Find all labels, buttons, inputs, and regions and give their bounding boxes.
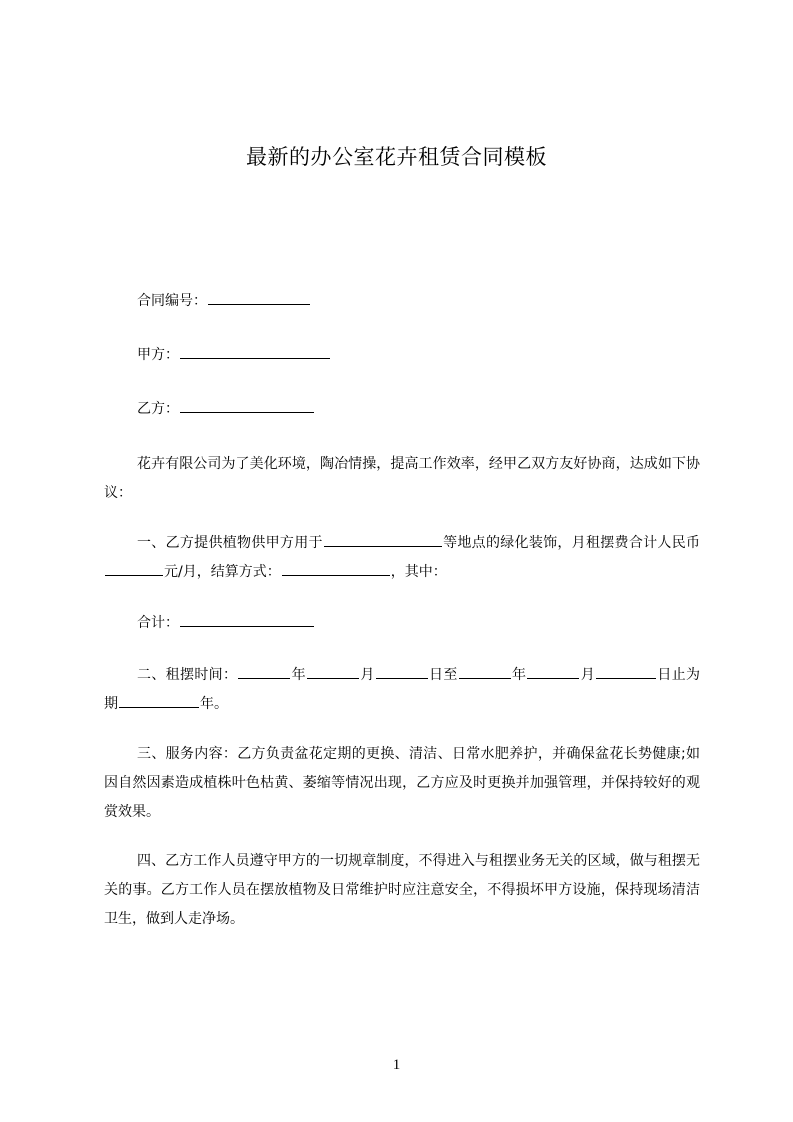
- intro-paragraph: 花卉有限公司为了美化环境，陶冶情操，提高工作效率，经甲乙双方友好协商，达成如下协议：: [104, 456, 700, 501]
- monthly-fee-blank[interactable]: [105, 563, 163, 576]
- end-month-blank[interactable]: [527, 666, 579, 679]
- end-year-blank[interactable]: [459, 666, 511, 679]
- total-label: 合计：: [137, 615, 179, 631]
- clause-3-paragraph: 三、服务内容：乙方负责盆花定期的更换、清洁、日常水肥养护，并确保盆花长势健康;如因自然因素造成植株叶色枯黄、萎缩等情况出现，乙方应及时更换并加强管理，并保持较好的观赏效果。: [104, 746, 700, 820]
- clause-4-paragraph: 四、乙方工作人员遵守甲方的一切规章制度，不得进入与租摆业务无关的区域，做与租摆无关的事。乙方工作人员在摆放植物及日常维护时应注意安全，不得损坏甲方设施，保持现场清洁卫生，做到人走净场。: [104, 853, 700, 927]
- party-b-blank[interactable]: [180, 399, 314, 413]
- party-a-label: 甲方：: [137, 347, 179, 363]
- total-blank[interactable]: [180, 613, 314, 627]
- clause-1-text-b: 等地点的绿化装饰，月租摆费合计人民币: [442, 535, 701, 551]
- clause-1-paragraph: [104, 529, 700, 587]
- contract-number-blank[interactable]: [208, 291, 310, 305]
- start-month-blank[interactable]: [307, 666, 359, 679]
- clause-2-label: 二、租摆时间：: [137, 667, 238, 683]
- total-line: [137, 613, 315, 633]
- end-year-unit: 年: [511, 667, 527, 683]
- start-month-unit: 月: [360, 667, 375, 683]
- clause-1-text-d: ，其中：: [390, 564, 447, 580]
- start-day-blank[interactable]: [376, 666, 428, 679]
- contract-number-line: [137, 291, 311, 311]
- document-title: 最新的办公室花卉租赁合同模板: [246, 145, 547, 169]
- location-blank[interactable]: [324, 534, 442, 547]
- start-year-unit: 年: [291, 667, 307, 683]
- party-a-blank[interactable]: [180, 345, 330, 359]
- clause-2-paragraph: [104, 661, 700, 719]
- settlement-method-blank[interactable]: [282, 563, 390, 576]
- term-years-blank[interactable]: [119, 695, 199, 708]
- start-day-unit: 日至: [428, 667, 458, 683]
- term-year-unit: 年。: [200, 696, 228, 712]
- end-day-blank[interactable]: [596, 666, 656, 679]
- contract-number-label: 合同编号：: [137, 293, 207, 309]
- end-month-unit: 月: [580, 667, 596, 683]
- page-number: 1: [392, 1057, 401, 1073]
- party-b-line: [137, 399, 315, 419]
- clause-1-text-c: 元/月，结算方式：: [164, 564, 281, 580]
- start-year-blank[interactable]: [238, 666, 290, 679]
- party-a-line: [137, 345, 331, 365]
- clause-1-text-a: 一、乙方提供植物供甲方用于: [137, 535, 323, 551]
- party-b-label: 乙方：: [137, 401, 179, 417]
- end-day-text: 日止为期: [104, 667, 701, 712]
